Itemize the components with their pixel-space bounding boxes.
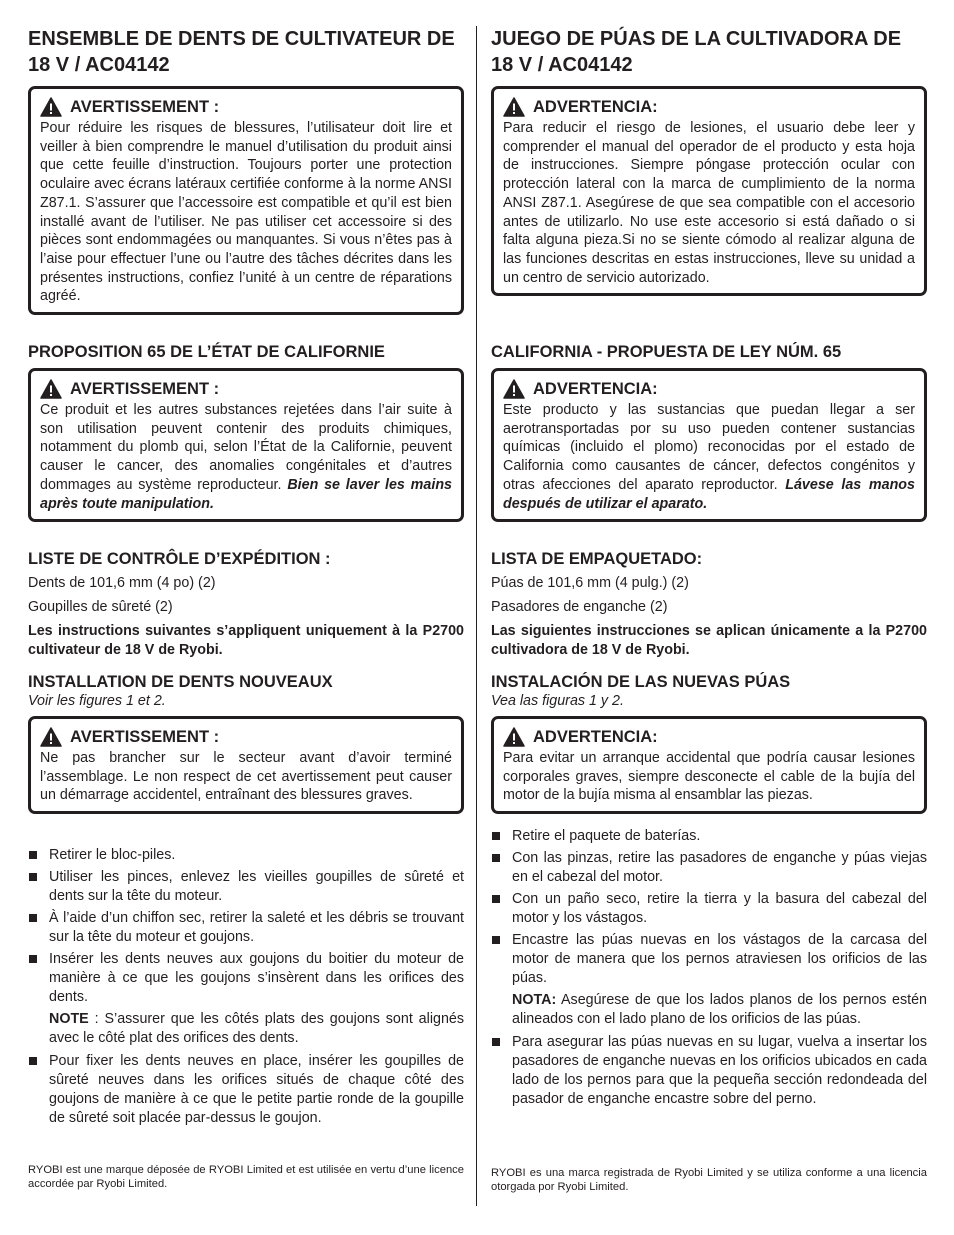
warning-heading: ADVERTENCIA:	[533, 98, 658, 116]
bullet-icon	[492, 1038, 500, 1046]
bullet-icon	[492, 895, 500, 903]
list-item: Para asegurar las púas nuevas en su lugar, vuelva a insertar los pasadores de enganche nuevas en los orificios ubicados en cada lado de los pernos para que la pequeña sección redondeada del pasador de enganche encastre sobre del perno.	[491, 1033, 927, 1109]
install-subtitle: Voir les figures 1 et 2.	[28, 693, 166, 709]
warning-triangle-icon	[503, 727, 525, 747]
warning-text: Para evitar un arranque accidental que podría causar lesiones corporales graves, siempre desconecte el cable de la bujía del motor de la bujía misma al ensamblar las piezas.	[503, 750, 915, 804]
footer-trademark: RYOBI es una marca registrada de Ryobi Limited y se utiliza conforme a una licencia otorgada por Ryobi Limited.	[491, 1167, 927, 1193]
list-item: Insérer les dents neuves aux goujons du boitier du moteur de manière à ce que les goujons s’insèrent dans les orifices des dents.	[28, 950, 464, 1007]
warning-text: Ce produit et les autres substances rejetées dans l’air suite à son utilisation peuvent contenir des produits chimiques, notamment du plomb qui, selon l’État de la Californie, peuvent causer le cancer, des anomalies congénitales et d’autres dommages au système reproducteur. Bien se laver les mains après toute manipulation.	[40, 402, 452, 512]
packing-heading: LISTA DE EMPAQUETADO:	[491, 550, 703, 568]
warning-triangle-icon	[503, 97, 525, 117]
note: NOTA: Asegúrese de que los lados planos de los pernos estén alineados con el lado plano de los orificios de las púas.	[512, 992, 927, 1027]
french-column	[28, 22, 464, 1190]
warning-triangle-icon	[40, 97, 62, 117]
footer-trademark: RYOBI est une marque déposée de RYOBI Limited et est utilisée en vertu d’une licence accordée par Ryobi Limited.	[28, 1164, 464, 1190]
warning-heading: AVERTISSEMENT :	[70, 380, 220, 398]
bullet-icon	[492, 854, 500, 862]
warning-heading: ADVERTENCIA:	[533, 728, 658, 746]
list-item: Con las pinzas, retire las pasadores de enganche y púas viejas en el cabezal del motor.	[491, 849, 927, 887]
bullet-icon	[29, 955, 37, 963]
warning-text: Ne pas brancher sur le secteur avant d’avoir terminé l’assemblage. Le non respect de cet avertissement peut causer un démarrage accidentel, entraînant des blessures graves.	[40, 750, 452, 804]
list-item: Encastre las púas nuevas en los vástagos de la carcasa del motor de manera que los pernos atraviesen los orificios de las púas.	[491, 931, 927, 988]
bullet-icon	[492, 936, 500, 944]
instruction-list	[28, 846, 464, 1131]
note: NOTE : S’assurer que les côtés plats des goujons sont alignés avec le côté plat des orifices des dents.	[49, 1011, 464, 1046]
warning-box-prop65	[28, 368, 464, 522]
warning-heading: AVERTISSEMENT :	[70, 728, 220, 746]
applies-note: Les instructions suivantes s’appliquent uniquement à la P2700 cultivateur de 18 V de Ryobi.	[28, 623, 464, 658]
packing-heading: LISTE DE CONTRÔLE D’EXPÉDITION :	[28, 550, 331, 568]
packing-item: Púas de 101,6 mm (4 pulg.) (2)	[491, 575, 689, 591]
warning-text: Para reducir el riesgo de lesiones, el usuario debe leer y comprender el manual del operador de el producto y esta hoja de instrucciones. Siempre póngase protección ocular con protección lateral con la marca de cumplimiento de la norma ANSI Z87.1. Asegúrese de que sea compatible con el accesorio antes de utilizarlo. No use este accesorio si está dañado o si falta alguna pieza.Si no se siente cómodo al realizar alguna de las funciones descritas en estas instrucciones, lleve su unidad a un centro de servicio autorizado.	[503, 120, 915, 286]
warning-triangle-icon	[40, 379, 62, 399]
warning-heading: AVERTISSEMENT :	[70, 98, 220, 116]
packing-item: Pasadores de enganche (2)	[491, 599, 668, 615]
packing-item: Goupilles de sûreté (2)	[28, 599, 173, 615]
list-item: Retire el paquete de baterías.	[491, 827, 927, 846]
install-heading: INSTALLATION DE DENTS NOUVEAUX	[28, 673, 333, 691]
packing-item: Dents de 101,6 mm (4 po) (2)	[28, 575, 216, 591]
prop65-heading: CALIFORNIA - PROPUESTA DE LEY NÚM. 65	[491, 343, 842, 361]
warning-box-install	[28, 716, 464, 814]
warning-text: Este producto y las sustancias que puedan llegar a ser aerotransportadas por su uso pueden contener sustancias químicas (incluido el plomo) reconocidas por el estado de California como causantes de cáncer, defectos congénitos y otras afecciones del aparato reproductor. Lávese las manos después de utilizar el aparato.	[503, 402, 915, 512]
warning-box-prop65	[491, 368, 927, 522]
list-item: Con un paño seco, retire la tierra y la basura del cabezal del motor y los vástagos.	[491, 890, 927, 928]
list-item: À l’aide d’un chiffon sec, retirer la saleté et les débris se trouvant sur la tête du moteur et goujons.	[28, 909, 464, 947]
list-item: Pour fixer les dents neuves en place, insérer les goupilles de sûreté neuves dans les orifices situés de chaque côté des goujons de manière à ce que le petite partie ronde de la goupille de sûreté soit placée par-dessus le goujon.	[28, 1052, 464, 1128]
install-subtitle: Vea las figuras 1 y 2.	[491, 693, 624, 709]
applies-note: Las siguientes instrucciones se aplican únicamente a la P2700 cultivadora de 18 V de Ryobi.	[491, 623, 927, 658]
install-heading: INSTALACIÓN DE LAS NUEVAS PÚAS	[491, 673, 791, 691]
warning-emphasis: Bien se laver les mains après toute manipulation.	[40, 476, 452, 512]
bullet-icon	[29, 1057, 37, 1065]
warning-heading: ADVERTENCIA:	[533, 380, 658, 398]
bullet-icon	[29, 851, 37, 859]
warning-triangle-icon	[40, 727, 62, 747]
warning-text: Pour réduire les risques de blessures, l’utilisateur doit lire et veiller à bien comprendre le manuel d’utilisation du produit ainsi que cette feuille d’instruction. Toujours porter une protection oculaire avec écrans latéraux certifiée conforme à la norme ANSI Z87.1. S’assurer que l’accessoire est compatible et qu’il est bien installé avant de l’utiliser. Ne pas utiliser cet accessoire si des pièces sont endommagées ou manquantes. Si vous n’êtes pas à l’aise pour effectuer l’une ou l’autre des tâches décrites dans les présentes instructions, confiez l’unité à un centre de réparations agréé.	[40, 120, 452, 305]
column-divider	[476, 26, 477, 1206]
bullet-icon	[29, 914, 37, 922]
page-title: ENSEMBLE DE DENTS DE CULTIVATEUR DE 18 V / AC04142	[28, 28, 455, 76]
bullet-icon	[29, 873, 37, 881]
instruction-list	[491, 827, 927, 1112]
warning-triangle-icon	[503, 379, 525, 399]
warning-box-general	[28, 86, 464, 315]
prop65-heading: PROPOSITION 65 DE L’ÉTAT DE CALIFORNIE	[28, 343, 385, 361]
page-title: JUEGO DE PÚAS DE LA CULTIVADORA DE 18 V / AC04142	[491, 28, 902, 76]
bullet-icon	[492, 832, 500, 840]
list-item: Retirer le bloc-piles.	[28, 846, 464, 865]
warning-box-general	[491, 86, 927, 296]
warning-box-install	[491, 716, 927, 814]
spanish-column	[491, 22, 927, 1193]
list-item: Utiliser les pinces, enlevez les vieilles goupilles de sûreté et dents sur la tête du moteur.	[28, 868, 464, 906]
warning-emphasis: Lávese las manos después de utilizar el aparato.	[503, 476, 915, 512]
